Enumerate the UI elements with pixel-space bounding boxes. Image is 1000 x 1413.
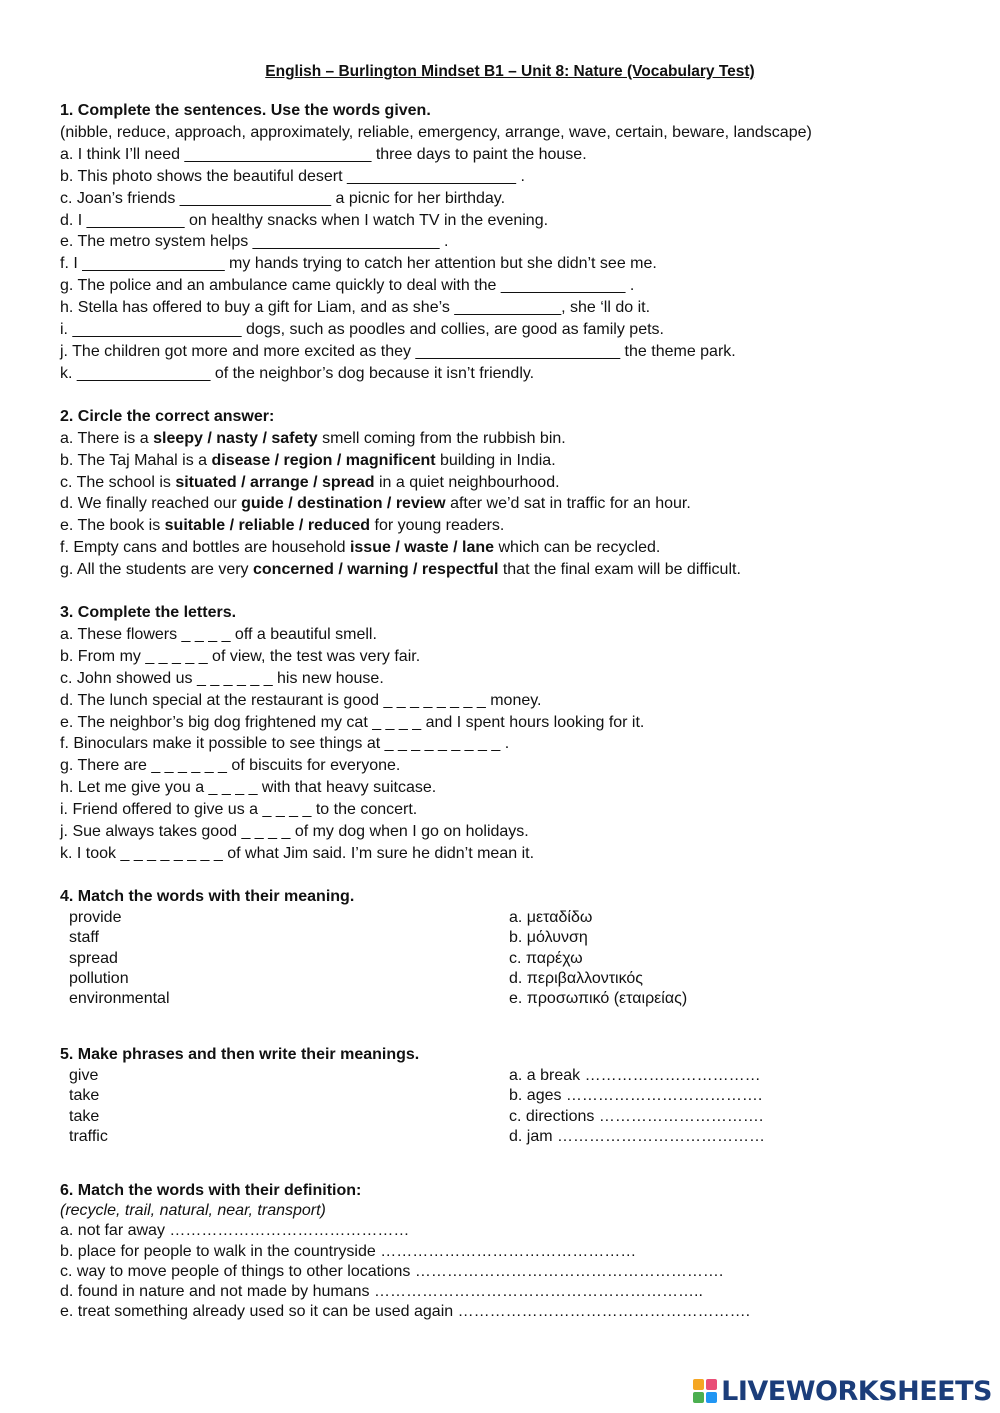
sentence-item: b. This photo shows the beautiful desert ___________________ . — [60, 167, 525, 185]
letters-item: i. Friend offered to give us a _ _ _ _ to the concert. — [60, 801, 418, 819]
sentence-item: e. The metro system helps _____________________ . — [60, 233, 449, 251]
letters-item: e. The neighbor’s big dog frightened my cat _ _ _ _ and I spent hours looking for it. — [60, 713, 645, 731]
liveworksheets-logo — [693, 1371, 992, 1411]
definition-item: a. not far away ……………………………………… — [60, 1222, 410, 1240]
answer-options[interactable]: sleepy / nasty / safety — [153, 429, 318, 447]
sentence-item: g. The police and an ambulance came quickly to deal with the ______________ . — [60, 277, 635, 295]
sentence-item: k. _______________ of the neighbor’s dog because it isn’t friendly. — [60, 364, 535, 382]
sentence-item: f. I ________________ my hands trying to catch her attention but she didn’t see me. — [60, 255, 657, 273]
match-meaning: a. μεταδίδω — [509, 908, 593, 926]
letters-item: d. The lunch special at the restaurant is good _ _ _ _ _ _ _ _ money. — [60, 691, 542, 709]
circle-item: a. There is a sleepy / nasty / safety smell coming from the rubbish bin. — [60, 429, 566, 447]
phrase-ending: d. jam ………………………………… — [509, 1127, 766, 1145]
section-1 — [60, 100, 960, 385]
letters-item: g. There are _ _ _ _ _ _ of biscuits for everyone. — [60, 757, 401, 775]
logo-text: LIVEWORKSHEETS — [721, 1375, 992, 1407]
definition-item: e. treat something already used so it can be used again ………………………………………………. — [60, 1303, 751, 1321]
definition-item: c. way to move people of things to other locations …………………………………………………. — [60, 1262, 724, 1280]
phrase-word: take — [69, 1107, 100, 1125]
letters-item: b. From my _ _ _ _ _ of view, the test was very fair. — [60, 647, 421, 665]
match-meaning: d. περιβαλλοντικός — [509, 970, 644, 988]
match-word: pollution — [69, 970, 129, 988]
section-1-word-bank: (nibble, reduce, approach, approximately, reliable, emergency, arrange, wave, certain, beware, landscape) — [60, 123, 812, 141]
sentence-item: j. The children got more and more excited as they _______________________ the theme park. — [60, 342, 736, 360]
section-6-items — [60, 1221, 960, 1322]
answer-options[interactable]: guide / destination / review — [241, 495, 446, 513]
match-meaning: e. προσωπικό (εταιρείας) — [509, 990, 688, 1008]
letters-item: a. These flowers _ _ _ _ off a beautiful smell. — [60, 625, 377, 643]
letters-item: h. Let me give you a _ _ _ _ with that heavy suitcase. — [60, 779, 437, 797]
section-2-heading: 2. Circle the correct answer: — [60, 407, 275, 425]
section-2 — [60, 406, 960, 581]
answer-options[interactable]: situated / arrange / spread — [175, 473, 375, 491]
phrase-ending: b. ages ………………………………. — [509, 1087, 763, 1105]
section-3-items — [60, 624, 960, 865]
answer-options[interactable]: concerned / warning / respectful — [253, 561, 499, 579]
worksheet-page — [60, 62, 960, 1343]
sentence-item: h. Stella has offered to buy a gift for Liam, and as she’s ____________, she ‘ll do it. — [60, 299, 651, 317]
section-4-columns — [60, 908, 960, 1010]
circle-item: d. We finally reached our guide / destination / review after we’d sat in traffic for an hour. — [60, 495, 691, 513]
letters-item: f. Binoculars make it possible to see things at _ _ _ _ _ _ _ _ _ . — [60, 735, 510, 753]
section-6-heading: 6. Match the words with their definition: — [60, 1182, 362, 1200]
section-5 — [60, 1044, 960, 1148]
definition-item: d. found in nature and not made by humans …………………………………………………….. — [60, 1282, 703, 1300]
match-word: provide — [69, 908, 122, 926]
section-5-columns — [60, 1066, 960, 1148]
letters-item: k. I took _ _ _ _ _ _ _ _ of what Jim said. I’m sure he didn’t mean it. — [60, 845, 535, 862]
section-5-phrases — [509, 1066, 960, 1148]
circle-item: c. The school is situated / arrange / spread in a quiet neighbourhood. — [60, 473, 560, 491]
answer-options[interactable]: suitable / reliable / reduced — [164, 517, 371, 535]
letters-item: c. John showed us _ _ _ _ _ _ his new house. — [60, 669, 384, 687]
section-4 — [60, 886, 960, 1010]
section-5-heading: 5. Make phrases and then write their meanings. — [60, 1045, 420, 1063]
sentence-item: d. I ___________ on healthy snacks when I watch TV in the evening. — [60, 211, 549, 229]
sentence-item: i. ___________________ dogs, such as poodles and collies, are good as family pets. — [60, 321, 664, 339]
sentence-item: a. I think I’ll need _____________________ three days to paint the house. — [60, 145, 587, 163]
circle-item: b. The Taj Mahal is a disease / region / magnificent building in India. — [60, 451, 556, 469]
match-meaning: c. παρέχω — [509, 949, 583, 967]
section-3-heading: 3. Complete the letters. — [60, 604, 237, 622]
phrase-word: give — [69, 1066, 99, 1084]
match-word: staff — [69, 929, 99, 947]
answer-options[interactable]: disease / region / magnificent — [211, 451, 436, 469]
circle-item: g. All the students are very concerned / warning / respectful that the final exam will be difficult. — [60, 561, 741, 579]
match-word: spread — [69, 949, 118, 967]
section-5-words — [60, 1066, 509, 1148]
definition-item: b. place for people to walk in the countryside ………………………………………… — [60, 1242, 637, 1260]
circle-item: e. The book is suitable / reliable / reduced for young readers. — [60, 517, 505, 535]
match-meaning: b. μόλυνση — [509, 929, 588, 947]
page-title: English – Burlington Mindset B1 – Unit 8: Nature (Vocabulary Test) — [265, 63, 755, 80]
section-1-items — [60, 144, 960, 385]
phrase-ending: a. a break …………………………… — [509, 1066, 761, 1084]
phrase-ending: c. directions …………………………. — [509, 1107, 764, 1125]
phrase-word: traffic — [69, 1127, 108, 1145]
section-6-word-bank: (recycle, trail, natural, near, transport) — [60, 1202, 326, 1220]
section-4-heading: 4. Match the words with their meaning. — [60, 887, 355, 905]
section-2-items — [60, 428, 960, 581]
section-4-meanings — [509, 908, 960, 1010]
section-3 — [60, 602, 960, 865]
answer-options[interactable]: issue / waste / lane — [349, 539, 495, 557]
phrase-word: take — [69, 1087, 100, 1105]
section-6 — [60, 1181, 960, 1322]
section-4-words — [60, 908, 509, 1010]
circle-item: f. Empty cans and bottles are household issue / waste / lane which can be recycled. — [60, 539, 661, 557]
letters-item: j. Sue always takes good _ _ _ _ of my dog when I go on holidays. — [60, 823, 529, 841]
sentence-item: c. Joan’s friends _________________ a picnic for her birthday. — [60, 189, 506, 207]
section-1-heading: 1. Complete the sentences. Use the words given. — [60, 102, 431, 119]
match-word: environmental — [69, 990, 170, 1008]
logo-mark-icon — [693, 1379, 717, 1403]
